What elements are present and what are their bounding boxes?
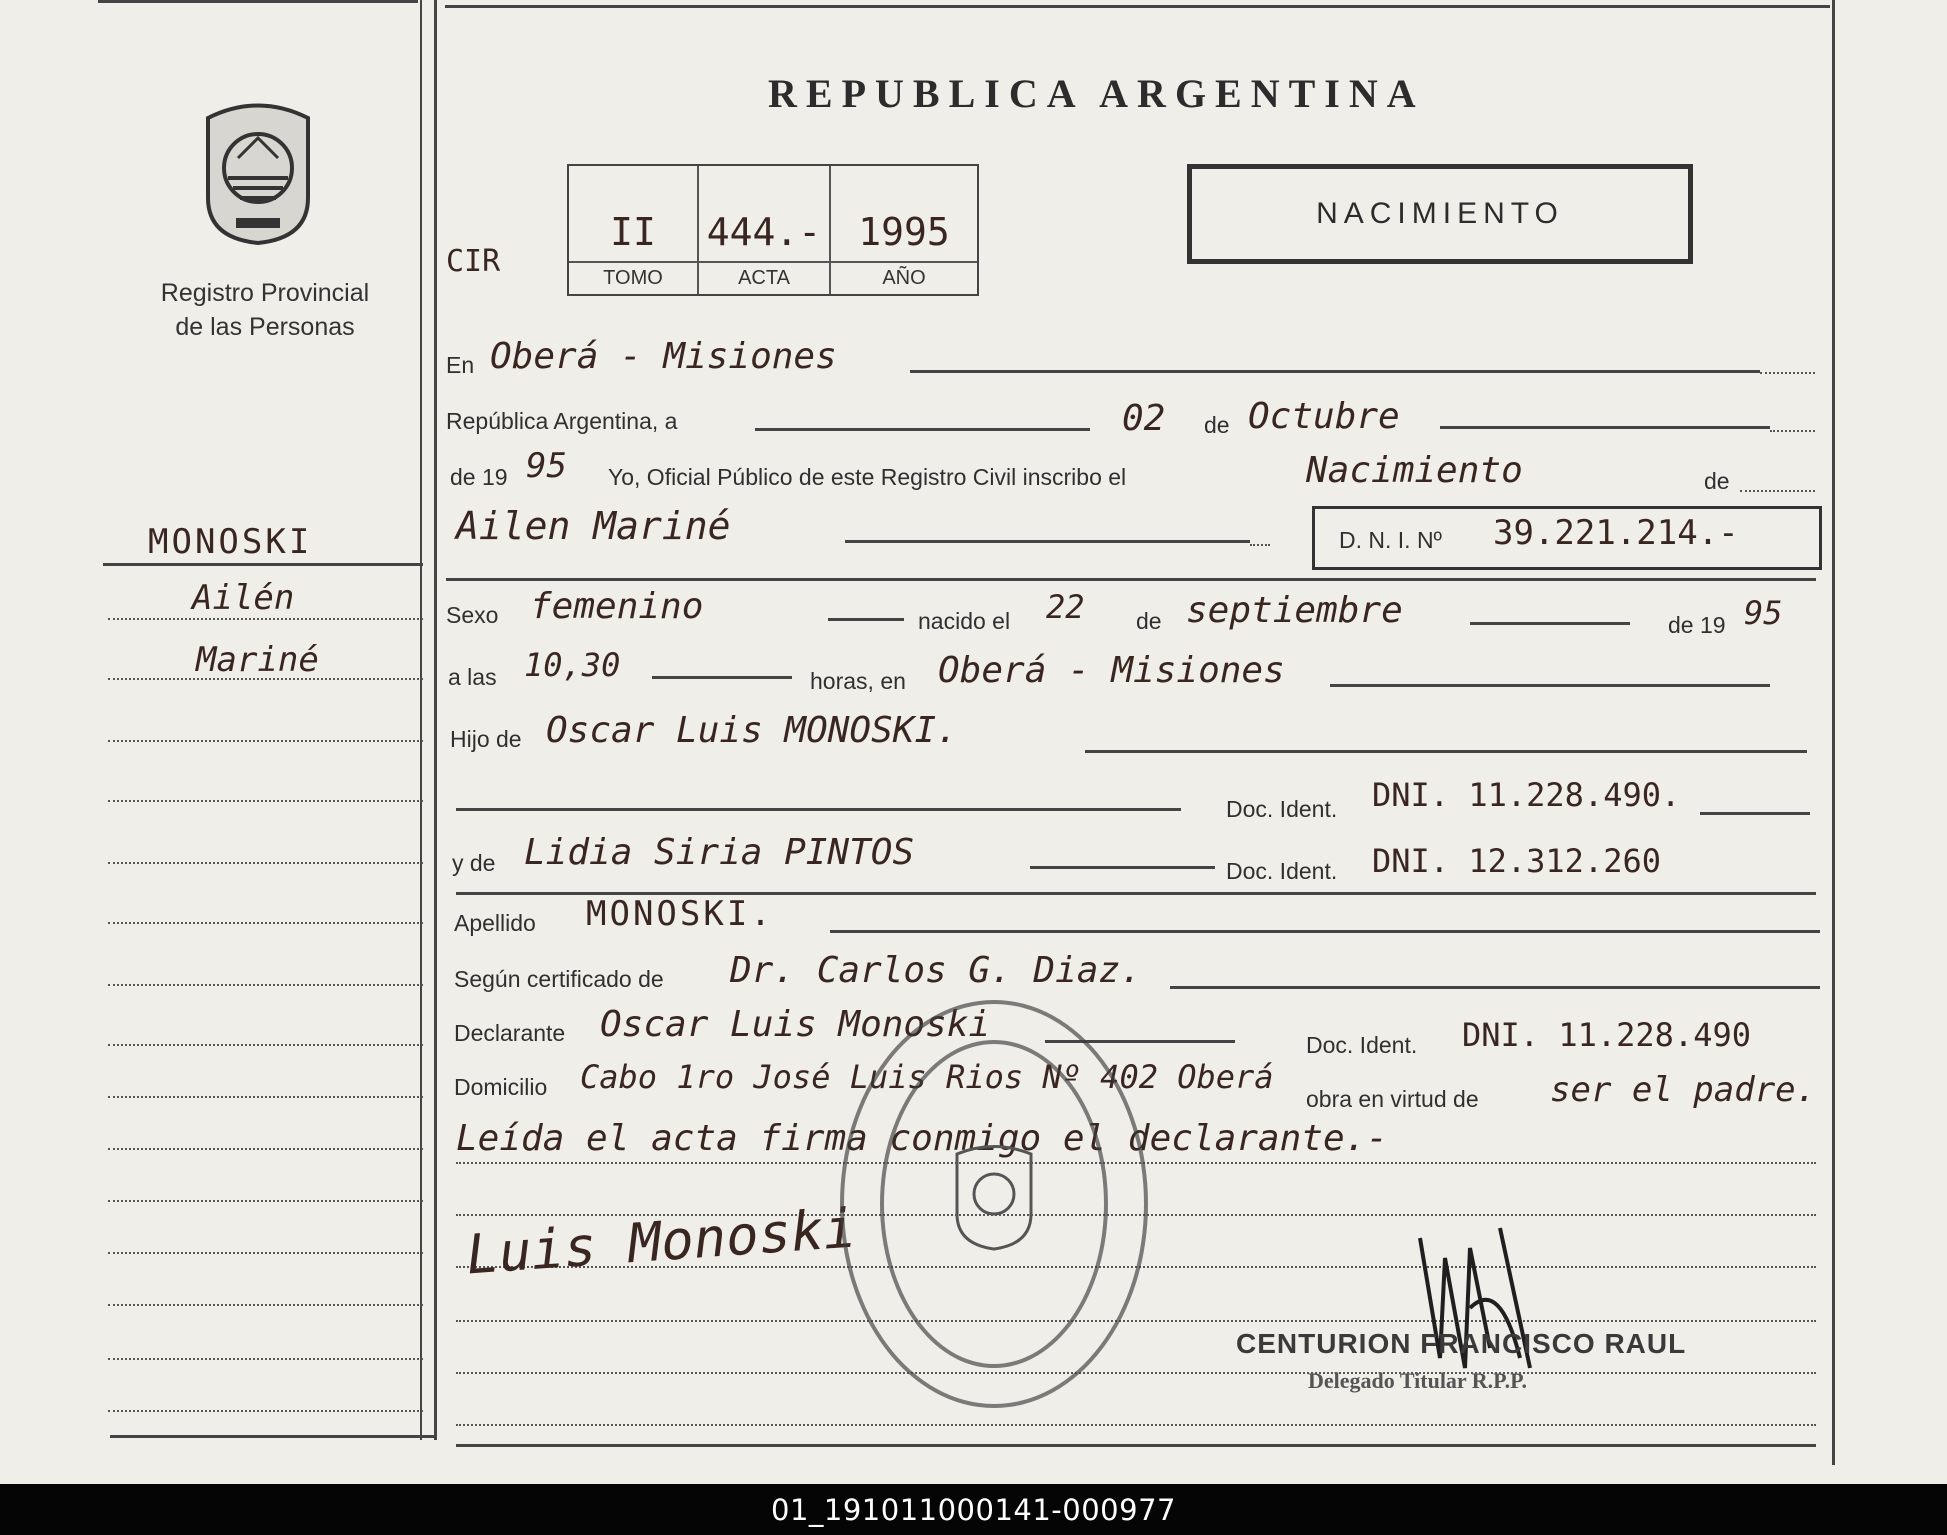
rule-dots: [1760, 372, 1815, 374]
rule: [830, 930, 1820, 933]
en-label: En: [446, 352, 475, 378]
alas-label: a las: [448, 664, 497, 690]
rule: [828, 618, 904, 621]
anio-value: 1995: [858, 210, 950, 254]
rule: [1700, 812, 1810, 815]
right-border: [1832, 0, 1835, 1465]
declarante-doc: DNI. 11.228.490: [1462, 1016, 1751, 1054]
tomo-label: TOMO: [569, 261, 697, 290]
de-label: de: [1204, 412, 1230, 438]
province-seal: [188, 98, 328, 253]
registry-prefix: CIR: [446, 244, 501, 279]
sidebar-line: [108, 1044, 423, 1046]
document-type-box: NACIMIENTO: [1187, 164, 1693, 264]
sidebar-line: [108, 1096, 423, 1098]
obra-label: obra en virtud de: [1306, 1086, 1479, 1112]
doc-ident-label-2: Doc. Ident.: [1226, 858, 1338, 884]
rule: [1030, 866, 1215, 869]
sidebar-line: [108, 800, 423, 802]
rule: [456, 1444, 1816, 1447]
domicilio-label: Domicilio: [454, 1074, 548, 1100]
year-value: 95: [526, 446, 567, 486]
segun-value: Dr. Carlos G. Diaz.: [730, 950, 1142, 991]
rule: [1470, 622, 1630, 625]
rule: [1440, 426, 1770, 429]
sexo-value: femenino: [530, 586, 704, 627]
seal-emblem-icon: [188, 98, 328, 248]
dni-label: D. N. I. Nº: [1339, 527, 1442, 553]
de19-label-2: de 19: [1668, 612, 1726, 638]
rule: [652, 676, 792, 679]
officer-title: Delegado Titular R.P.P.: [1308, 1368, 1528, 1393]
sidebar-line: [108, 1304, 423, 1306]
closing-value: Leída el acta firma conmigo el declarante.-: [456, 1118, 1388, 1159]
registry-table: [567, 164, 979, 296]
divider-vertical-left: [420, 0, 422, 1440]
de-label-3: de: [1136, 608, 1162, 634]
rule: [1330, 684, 1770, 687]
rule-dots: [456, 1424, 1816, 1426]
sidebar-surname-rule: [103, 563, 423, 566]
inscribe-value: Nacimiento: [1306, 450, 1523, 491]
birth-month: septiembre: [1186, 590, 1403, 631]
doc-ident-label: Doc. Ident.: [1226, 796, 1338, 822]
birth-place: Oberá - Misiones: [938, 650, 1285, 691]
sidebar-line: [108, 922, 423, 924]
oficial-text: Yo, Oficial Público de este Registro Civil inscribo el: [608, 464, 1127, 490]
apellido-label: Apellido: [454, 910, 536, 936]
tomo-value: II: [610, 210, 656, 254]
apellido-value: MONOSKI.: [586, 894, 774, 934]
mother-doc: DNI. 12.312.260: [1372, 842, 1661, 880]
sidebar-line: [108, 1200, 423, 1202]
domicilio-value: Cabo 1ro José Luis Rios Nº 402 Oberá: [580, 1058, 1274, 1096]
father-doc: DNI. 11.228.490.: [1372, 776, 1681, 814]
institution-name: [120, 276, 410, 344]
rule-dots: [1250, 544, 1270, 546]
de19-label: de 19: [450, 464, 508, 490]
hijo-label: Hijo de: [450, 726, 522, 752]
rule: [446, 578, 1816, 581]
mother-value: Lidia Siria PINTOS: [524, 832, 915, 873]
sidebar-line: [108, 984, 423, 986]
dni-value: 39.221.214.-: [1493, 513, 1739, 553]
en-value: Oberá - Misiones: [490, 336, 837, 377]
nacido-label: nacido el: [918, 608, 1011, 634]
sidebar-line: [108, 1410, 423, 1412]
sidebar-line: [108, 1252, 423, 1254]
rule: [910, 370, 1760, 373]
obra-value: ser el padre.: [1550, 1070, 1817, 1110]
sidebar-line: [108, 618, 423, 620]
birth-year: 95: [1744, 594, 1783, 632]
day-value: 02: [1122, 398, 1166, 439]
sidebar-line: [108, 678, 423, 680]
segun-label: Según certificado de: [454, 966, 664, 992]
horas-label: horas, en: [810, 668, 906, 694]
sidebar-line: [108, 1148, 423, 1150]
birth-day: 22: [1046, 588, 1085, 626]
rule-dots: [1770, 430, 1815, 432]
rule: [845, 540, 1250, 543]
rule: [755, 428, 1090, 431]
registry-acta: [699, 166, 831, 294]
institution-line-1: Registro Provincial: [160, 279, 370, 307]
top-right-rule: [445, 5, 1830, 8]
sidebar-line: [108, 1358, 423, 1360]
doc-ident-label-3: Doc. Ident.: [1306, 1032, 1418, 1058]
month-value: Octubre: [1248, 396, 1400, 437]
dni-box: [1312, 506, 1822, 570]
officer-name: CENTURION FRANCISCO RAUL: [1236, 1328, 1687, 1359]
rule: [456, 808, 1181, 811]
acta-label: ACTA: [699, 261, 829, 290]
registry-anio: [831, 166, 977, 294]
institution-line-2: de las Personas: [175, 313, 355, 341]
sidebar-line: [108, 862, 423, 864]
rule-dots: [1740, 490, 1815, 492]
registry-tomo: [569, 166, 699, 294]
divider-vertical-right: [434, 0, 437, 1440]
sidebar-surname: MONOSKI: [148, 522, 313, 562]
declarante-value: Oscar Luis Monoski: [600, 1004, 991, 1045]
top-left-rule: [98, 0, 418, 3]
declarante-label: Declarante: [454, 1020, 566, 1046]
image-code: 01_191011000141-000977: [771, 1492, 1176, 1527]
anio-label: AÑO: [831, 261, 977, 290]
de-label-2: de: [1704, 468, 1730, 494]
sidebar-given-name-2: Mariné: [196, 640, 319, 680]
stamp-emblem-icon: [949, 1144, 1039, 1254]
hour-value: 10,30: [524, 646, 621, 684]
declarant-signature: Luis Monoski: [464, 1196, 858, 1287]
acta-value: 444.-: [706, 210, 822, 254]
sidebar-given-name-1: Ailén: [192, 578, 295, 618]
republica-label: República Argentina, a: [446, 408, 678, 434]
sidebar-line: [108, 740, 423, 742]
name-value: Ailen Mariné: [456, 504, 731, 548]
image-code-bar: [0, 1484, 1947, 1535]
yde-label: y de: [452, 850, 496, 876]
sexo-label: Sexo: [446, 602, 499, 628]
rule: [1170, 986, 1820, 989]
bottom-rule: [110, 1435, 435, 1438]
father-value: Oscar Luis MONOSKI.: [546, 710, 958, 751]
rule: [1085, 750, 1807, 753]
rule-dots: [456, 1320, 1816, 1322]
document-title: REPUBLICA ARGENTINA: [768, 71, 1425, 116]
rule-dots: [456, 1372, 1816, 1374]
official-stamp: [840, 1000, 1148, 1408]
